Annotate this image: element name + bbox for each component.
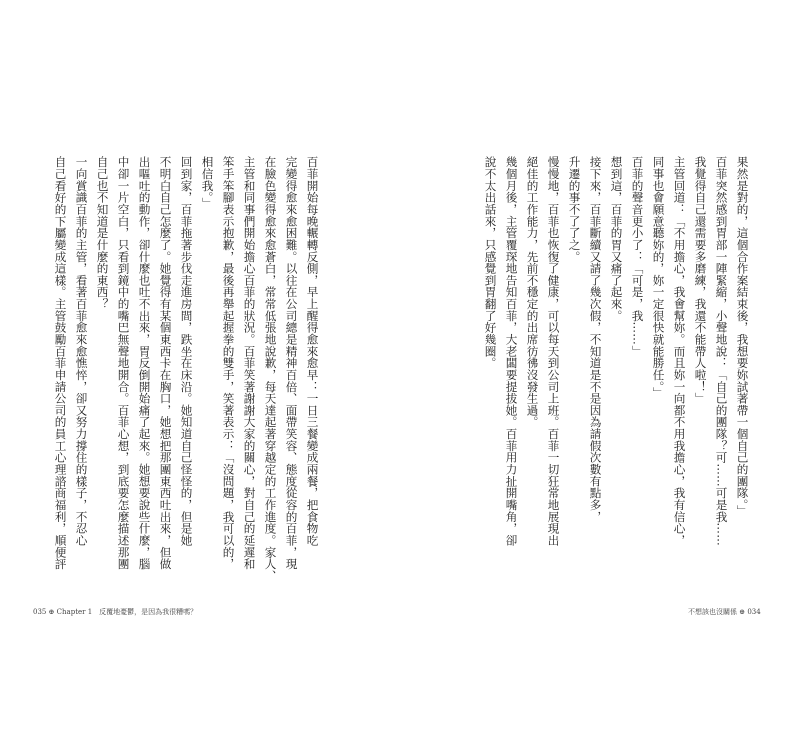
text-column: 主管和同事們開始擔心百菲的狀況。百菲笑著謝謝大家的關心，對自己的延遲和 — [242, 156, 257, 570]
text-column: 相信我。」 — [200, 156, 215, 210]
text-column: 接下來，百菲斷續又請了幾次假，不知道是不是因為請假次數有點多， — [588, 156, 603, 523]
text-column: 出嘔吐的動作，卻什麼也吐不出來，胃反倒開始痛了起來。她想要說些什麼，腦 — [137, 156, 152, 570]
text-column: 同事也會願意聽妳的，妳一定很快就能勝任。」 — [651, 156, 666, 399]
text-column: 自己看好的下屬變成這樣。主管鼓勵百菲申請公司的員工心理諮商福利，順便評 — [53, 156, 68, 570]
text-column: 升遷的事不了了之。 — [567, 156, 582, 263]
text-column: 主管回道：「不用擔心，我會幫妳。而且妳一向都不用我擔心，我有信心， — [672, 156, 687, 547]
text-column: 百菲突然感到胃部一陣緊縮，小聲地說：「自己的團隊？可……可是我…… — [714, 156, 729, 547]
text-column: 中卻一片空白，只看到鏡中的嘴巴無聲地開合。百菲心想，到底要怎麼描述那團 — [116, 156, 131, 570]
text-column: 果然是對的，這個合作案結束後，我想要妳試著帶一個自己的團隊。」 — [735, 156, 750, 517]
text-column: 說不太出話來，只感覺到胃翻了好幾圈。 — [483, 156, 498, 369]
text-column: 在臉色變得愈來愈蒼白，常常低張地說歉，每天達起著穿越定的工作進度。家人、 — [263, 156, 278, 582]
text-column: 完變得愈來愈困難。以往在公司總是精神百倍、面帶笑容、態度從容的百菲，現 — [284, 156, 299, 570]
text-column: 自己也不知道是什麼的東西？ — [95, 156, 110, 310]
right-page — [400, 0, 800, 744]
text-column: 一向賞識百菲的主管，看著百菲愈來愈憔悴，卻又努力撐住的樣子，不忍心 — [74, 156, 89, 547]
text-column: 百菲的聲音更小了：「可是，我……」 — [630, 156, 645, 357]
page-footer-right: 不想該也沒關係 ⊕ 034 — [688, 608, 761, 616]
text-column: 想到這，百菲的胃又痛了起來。 — [609, 156, 624, 322]
text-column: 回到家，百菲拖著步伐走進房間，跌坐在床沿。她知道自己怪怪的，但是她 — [179, 156, 194, 547]
text-column: 我覺得自己還需要多磨練，我還不能帶人啦！」 — [693, 156, 708, 405]
text-column: 慢慢地，百菲也恢復了健康，可以每天到公司上班。百菲一切狂常地展現出 — [546, 156, 561, 547]
text-column: 絕佳的工作能力，先前不穩定的出席彷彿沒發生過。 — [525, 156, 540, 428]
text-column: 幾個月後，主管覆琛地告知百菲，大老闆要提拔她。百菲用力扯開嘴角，卻 — [504, 156, 519, 547]
text-column: 百菲開始每晚輾轉反側，早上醒得愈來愈早：一日三餐變成兩餐，把食物吃 — [305, 156, 320, 547]
page-footer-left: 035 ⊕ Chapter 1 反覆地憂鬱，是因為我很糟嗎？ — [33, 608, 198, 616]
text-column: 笨手笨腳表示抱歉，最後再舉起握拳的雙手，笑著表示：「沒問題，我可以的， — [221, 156, 236, 570]
text-column: 不明白自己怎麼了。她覺得有某個東西卡在胸口，她想把那團東西吐出來，但做 — [158, 156, 173, 570]
